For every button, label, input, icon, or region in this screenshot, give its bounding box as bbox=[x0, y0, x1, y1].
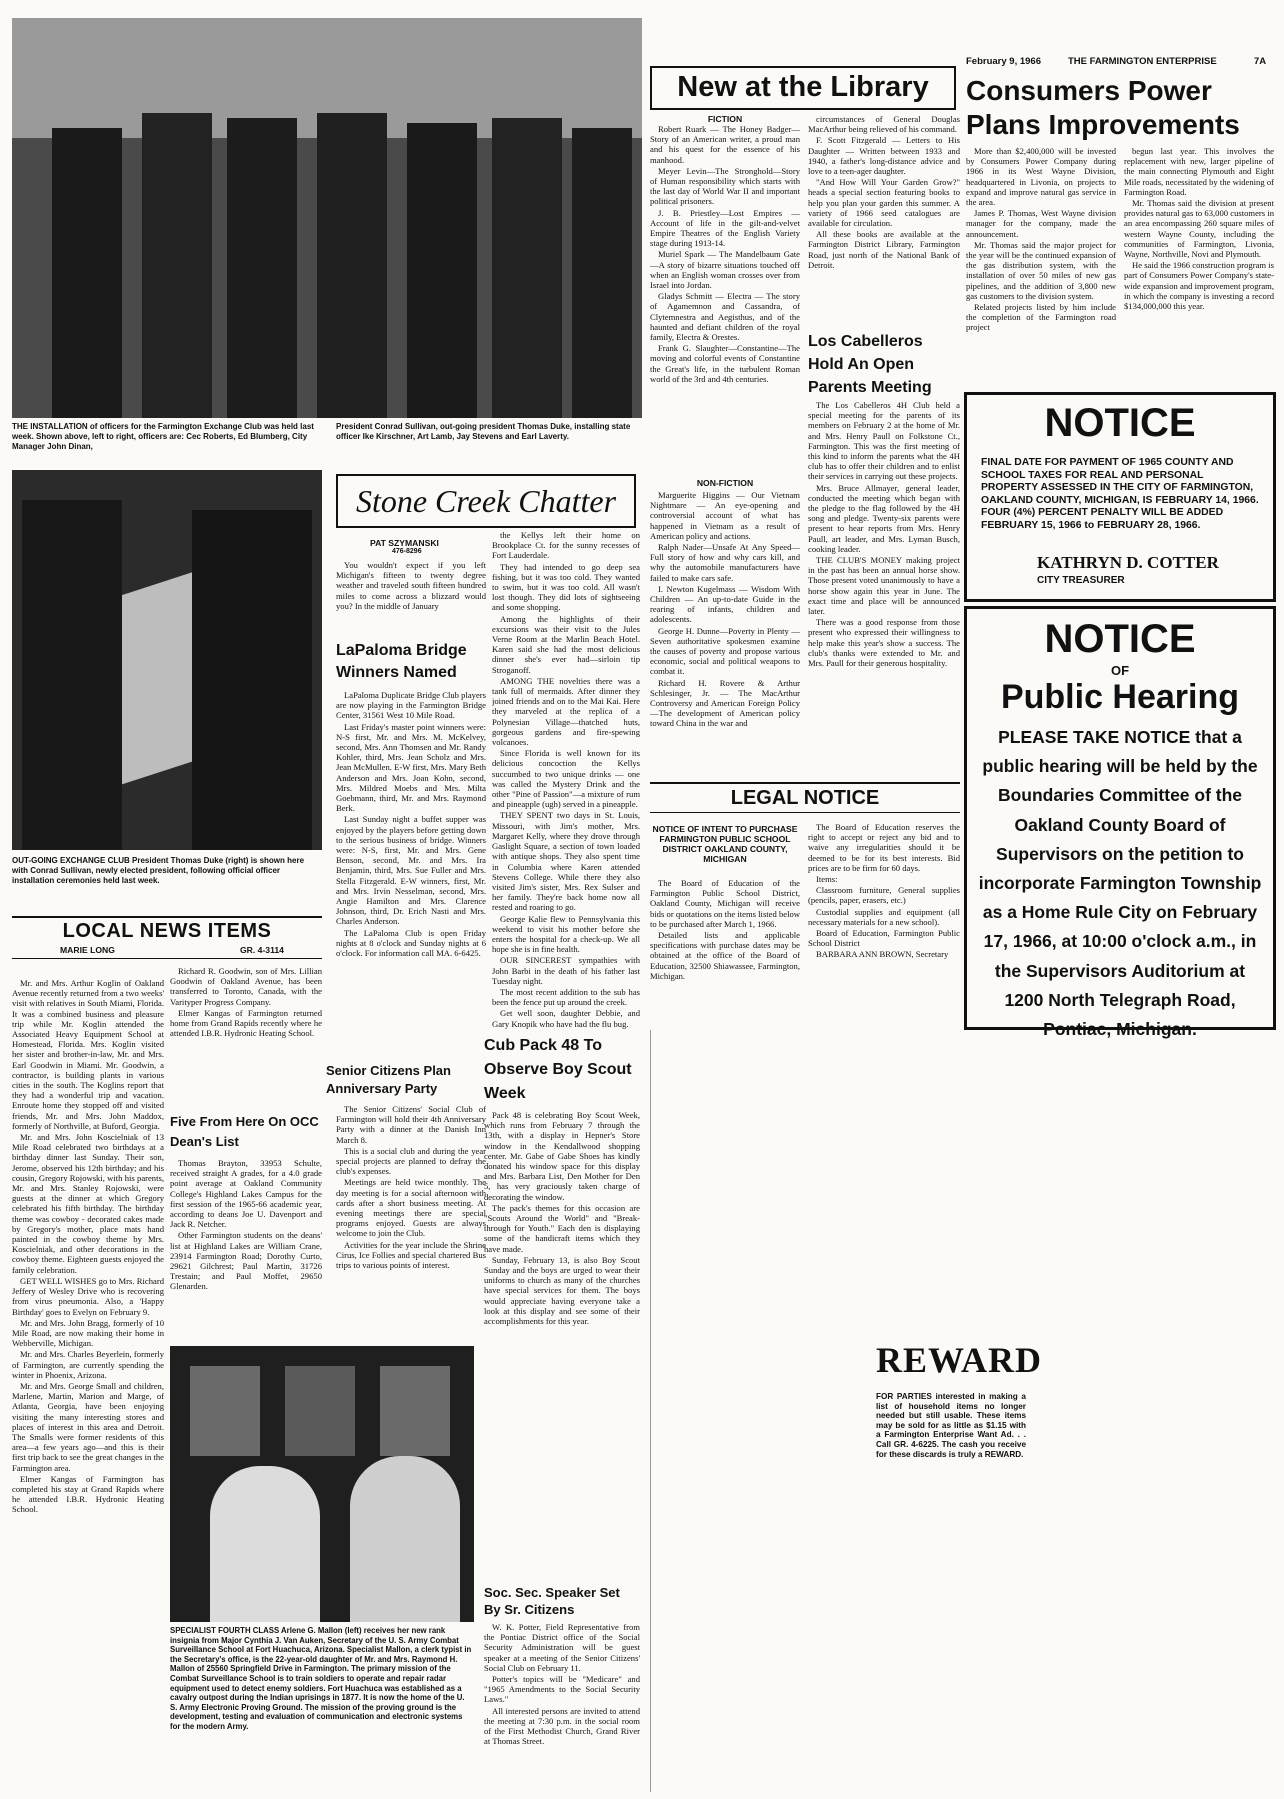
reward-body: FOR PARTIES interested in making a list of household items no longer needed but still usable. These items may be sold for as little as $1.15 with a Farmington Enterprise Want Ad. . . Call GR. 4-6225. The cash you receive for these discards is truly a REWARD. bbox=[876, 1392, 1026, 1459]
lapaloma-p1: LaPaloma Duplicate Bridge Club players are now playing in the Farmington Bridge Center, 31561 West 10 Mile Road. bbox=[336, 690, 486, 721]
local-news-title: LOCAL NEWS ITEMS bbox=[62, 920, 272, 942]
sc-p10: Get well soon, daughter Debbie, and Gary Knopik who have had the flu bug. bbox=[492, 1008, 640, 1029]
local-news-rule-top bbox=[12, 916, 322, 918]
stone-creek-byline: PAT SZYMANSKI bbox=[370, 538, 439, 548]
news-goodwin: Richard R. Goodwin, son of Mrs. Lillian Goodwin of Oakland Avenue, has been transferred to Toronto, Canada, with the Varityper Progress Company. bbox=[170, 966, 322, 1007]
consumers-col1 bbox=[966, 146, 1116, 384]
lib-garden: "And How Will Your Garden Grow?" heads a special section featuring books to help you plan your garden this summer. A variety of 1966 seed catalogues are available for circulation. bbox=[808, 177, 960, 229]
legal-title: LEGAL NOTICE bbox=[730, 787, 880, 809]
occ-others: Other Farmington students on the deans' list at Highland Lakes are William Crane, 23914 Farmington Road; Dorothy Curto, 29621 Gilchrest; Paul Martin, 31726 Trestain; and Paul Moffet, 29650 Glenarden. bbox=[170, 1230, 322, 1292]
library-nonfiction-label: NON-FICTION bbox=[696, 478, 754, 488]
exchange-club-caption-right: President Conrad Sullivan, out-going president Thomas Duke, installing state officer Ike Kirschner, Art Lamb, Jay Stevens and Earl Laverty. bbox=[336, 422, 631, 441]
local-news-col2 bbox=[170, 966, 322, 1106]
socsec-title: Soc. Sec. Speaker Set By Sr. Citizens bbox=[484, 1585, 620, 1617]
local-news-col1 bbox=[12, 978, 164, 1790]
senior-title: Senior Citizens Plan Anniversary Party bbox=[326, 1063, 451, 1096]
news-bragg: Mr. and Mrs. John Bragg, formerly of 10 Mile Road, are now making their home in Webberville, Michigan. bbox=[12, 1317, 164, 1349]
legal-col1 bbox=[650, 878, 800, 1008]
lapaloma-p2: Last Friday's master point winners were: N-S first, Mr. and Mrs. M. McKelvey, second, Mrs. Ann Thomsen and Mr. Randy Kohler, third, Mrs. Jean Scholz and Mrs. Jean McMullen. E-W first, Mrs. Mary Beth Anderson and Mrs. Joan Kohn, second, Mrs. Mildred Moebs and Mrs. Milta Goebmann, third, Mr. and Mrs. Raymond Berk. bbox=[336, 721, 486, 814]
occ-title: Five From Here On OCC Dean's List bbox=[170, 1114, 319, 1149]
library-col2 bbox=[808, 114, 960, 328]
socsec-body bbox=[484, 1622, 640, 1792]
cabelleros-body bbox=[808, 400, 960, 776]
tax-notice-signer: KATHRYN D. COTTER bbox=[1037, 553, 1219, 572]
lib-ruark: Robert Ruark — The Honey Badger—Story of an American writer, a proud man and his quest for the essence of his manhood. bbox=[650, 124, 800, 165]
duke-sullivan-photo bbox=[12, 470, 322, 850]
cons-p2: James P. Thomas, West Wayne division manager for the company, made the announcement. bbox=[966, 208, 1116, 239]
masthead-page: 7A bbox=[1254, 56, 1267, 67]
lib-macarthur: circumstances of General Douglas MacArthur being relieved of his command. bbox=[808, 114, 960, 135]
lib-rovere: Richard H. Rovere & Arthur Schlesinger, Jr. — The MacArthur Controversy and American Foreign Policy—The development of American policy toward China in the war and bbox=[650, 677, 800, 729]
masthead-paper: THE FARMINGTON ENTERPRISE bbox=[1068, 56, 1217, 67]
lib-nader: Ralph Nader—Unsafe At Any Speed—Full story of how and why cars kill, and why the automobile manufacturers have failed to make cars safe. bbox=[650, 542, 800, 583]
cab-p1: The Los Cabelleros 4H Club held a special meeting for the parents of its members on February 2 at the home of Mr. and Mrs. Henry Paull on Folkstone Ct., Farmington. This was the first meeting of this kind to inform the parents what the 4H club has to offer their children and to enlist their services in carrying out these projects. bbox=[808, 400, 960, 482]
lib-kugelmass: I. Newton Kugelmass — Wisdom With Children — An up-to-date Guide in the rearing of infants, children and adolescents. bbox=[650, 583, 800, 625]
legal-p2: Detailed lists and applicable specifications with purchase dates may be obtained at the office of the Board of Education, 32500 Shiawassee, Farmington, Michigan. bbox=[650, 930, 800, 981]
lapaloma-title: LaPaloma Bridge Winners Named bbox=[336, 642, 467, 681]
stone-creek-intro: You wouldn't expect if you left Michigan's fifteen to twenty degree weather and traveled south fifteen hundred miles to come across a blizzard would you? In the middle of January bbox=[336, 560, 486, 611]
exchange-club-caption-left: THE INSTALLATION of officers for the Farmington Exchange Club was held last week. Shown above, left to right, officers are: Cec Roberts, Ed Blumberg, City Manager John Dinan, bbox=[12, 422, 314, 451]
cons-p6: Mr. Thomas said the division at present provides natural gas to 63,000 customers in an area encompassing 260 square miles of western Wayne County, including the communities of Farmington, Livonia, Wayne, Northville, Novi and Plymouth. bbox=[1124, 198, 1274, 260]
news-kangas-2: Elmer Kangas of Farmington returned home from Grand Rapids recently where he attended I.B.R. Hydronic Heating School. bbox=[170, 1007, 322, 1039]
sc-p9: The most recent addition to the sub has been the fence put up around the creek. bbox=[492, 986, 640, 1008]
mallon-caption: SPECIALIST FOURTH CLASS Arlene G. Mallon (left) receives her new rank insignia from Major Cynthia J. Van Auken, Secretary of the U. S. Army Combat Surveillance School at Fort Huachuca, Arizona. Specialist Mallon, a clerk typist in the Secretary's office, is the 22-year-old daughter of Mr. and Mrs. Raymond H. Mallon of 25560 Springfield Drive in Farmington. The primary mission of the Combat Surveillance School is to train soldiers to operate and repair radar equipment used to detect enemy soldiers. Fort Huachuca was established as a cavalry outpost during the Indian uprisings in 1877. It is now the home of the U. S. Army Electronic Proving Ground. The mission of the proving ground is the development, testing and evaluation of communication and electronic systems for the modern Army. bbox=[170, 1626, 472, 1731]
sc-p7: George Kalie flew to Pennsylvania this weekend to visit his mother before she enters the hospital for a check-up. We all hope she is in fine health. bbox=[492, 913, 640, 955]
cons-p4: Related projects listed by him include the completion of the Farmington road project bbox=[966, 302, 1116, 333]
cons-p3: Mr. Thomas said the major project for the year will be the continued expansion of the gas distribution system, with the installation of over 50 miles of new gas pipelines, and the addition of 3,800 new gas customers to the division system. bbox=[966, 239, 1116, 301]
news-beyerlein: Mr. and Mrs. Charles Beyerlein, formerly of Farmington, are currently spending the winter in Phoenix, Arizona. bbox=[12, 1349, 164, 1380]
cons-p7: He said the 1966 construction program is part of Consumers Power Company's state-wide expansion and improvement program, in which the company is investing a record $134,000,000 this year. bbox=[1124, 260, 1274, 312]
sc-p5: Since Florida is well known for its delicious concoction the Kellys succumbed to two unique drinks — one was called the Mystery Drink and the other "Pine of Passion"—a mixture of rum and pineapple (ugh) served in a pineapple. bbox=[492, 748, 640, 810]
sc-p3: Among the highlights of their excursions was their visit to the Jules Verne Room at the Marlin Beach Hotel. Karen said she had the most delicious dinner she's ever had—sirloin tip Stroganoff. bbox=[492, 613, 640, 675]
socsec-p3: All interested persons are invited to attend the meeting at 7:30 p.m. in the social room of the First Methodist Church, Grand River at Thomas Street. bbox=[484, 1705, 640, 1747]
socsec-p2: Potter's topics will be "Medicare" and "1965 Amendments to the Social Security Laws." bbox=[484, 1674, 640, 1705]
senior-p3: Meetings are held twice monthly. The day meeting is for a social afternoon with cards after a short business meeting. At evening meetings there are special programs enjoyed. Guests are always welcome to join the Club. bbox=[336, 1177, 486, 1239]
cubpack-body bbox=[484, 1110, 640, 1580]
hearing-notice-box bbox=[964, 606, 1276, 1040]
legal-item1: Classroom furniture, General supplies (pencils, paper, erasers, etc.) bbox=[808, 885, 960, 906]
cabelleros-title: Los Cabelleros Hold An Open Parents Meeting bbox=[808, 333, 932, 396]
lib-dunne: George H. Dunne—Poverty in Plenty — Seven authoritative spokesmen examine the causes of poverty and propose various economic, social and political weapons to combat it. bbox=[650, 625, 800, 677]
lib-spark: Muriel Spark — The Mandelbaum Gate—A story of bizarre situations touched off when an English woman crosses over from Israel into Jordan. bbox=[650, 249, 800, 291]
stone-creek-title: Stone Creek Chatter bbox=[355, 483, 617, 519]
duke-sullivan-caption: OUT-GOING EXCHANGE CLUB President Thomas Duke (right) is shown here with Conrad Sullivan, newly elected president, following official officer installation ceremonies held last week. bbox=[12, 856, 305, 885]
legal-board: Board of Education, Farmington Public School District bbox=[808, 928, 960, 949]
library-banner bbox=[650, 66, 956, 110]
reward-title: REWARD bbox=[876, 1340, 1043, 1380]
hearing-notice-of: OF bbox=[1110, 663, 1130, 678]
tax-notice-box bbox=[964, 392, 1276, 602]
senior-p1: The Senior Citizens' Social Club of Farmington will hold their 4th Anniversary Party with a dinner at the Danish Inn March 8. bbox=[336, 1104, 486, 1145]
masthead-date: February 9, 1966 bbox=[966, 56, 1041, 67]
senior-p4: Activities for the year include the Shrine Cirus, Ice Follies and special chartered Bus trips to various points of interest. bbox=[336, 1239, 486, 1271]
lib-slaughter: Frank G. Slaughter—Constantine—The moving and colorful events of Constantine the Great's life, in the turbulent Roman world of the 3rd and 4th centuries. bbox=[650, 343, 800, 384]
tax-notice-body: FINAL DATE FOR PAYMENT OF 1965 COUNTY AND SCHOOL TAXES FOR REAL AND PERSONAL PROPERTY ASSESSED IN THE CITY OF FARMINGTON, OAKLAND COUNTY, MICHIGAN, IS FEBRUARY 14, 1966. FOUR (4%) PERCENT PENALTY WILL BE ADDED FEBRUARY 15, 1966 to FEBRUARY 28, 1966. bbox=[981, 457, 1259, 531]
consumers-col2 bbox=[1124, 146, 1274, 384]
sc-p1: the Kellys left their home on Brookplace Ct. for the sunny recesses of Fort Lauderdale. bbox=[492, 530, 640, 561]
cubpack-p1: Pack 48 is celebrating Boy Scout Week, which runs from February 7 through the 13th, with a display in Hepner's Store window in the Kendallwood shopping center. Mr. Gabe of Gabe Shoes has kindly donated his window space for this display and Mrs. Barbara List, Den Mother for Den 5, has very graciously taken charge of decorating the window. bbox=[484, 1110, 640, 1202]
stone-creek-phone: 476-8296 bbox=[392, 548, 422, 555]
cab-p2: Mrs. Bruce Allmayer, general leader, conducted the meeting which began with the pledge to the flag followed by the 4H song and pledge. Twenty-six parents were present to hear reports from Mrs. Henry Paull, art leader, and Mrs. Lyman Busch, cooking leader. bbox=[808, 482, 960, 554]
library-fiction-col bbox=[650, 124, 800, 468]
legal-secretary: BARBARA ANN BROWN, Secretary bbox=[816, 949, 949, 960]
legal-items: Items: bbox=[816, 874, 838, 885]
stone-creek-col2 bbox=[492, 530, 640, 1030]
lib-fitzgerald: F. Scott Fitzgerald — Letters to His Daughter — Written between 1933 and 1940, a father's long-distance advice and love to a teen-ager daughter. bbox=[808, 135, 960, 177]
legal-rule-top bbox=[650, 782, 960, 784]
mallon-photo bbox=[170, 1346, 474, 1622]
senior-p2: This is a social club and during the year special projects are planned to defray the club's expenses. bbox=[336, 1145, 486, 1177]
socsec-p1: W. K. Potter, Field Representative from the Pontiac District office of the Social Security Administration will be guest speaker at a meeting of the Senior Citizens' Social Club on February 11. bbox=[484, 1622, 640, 1673]
lib-schmitt: Gladys Schmitt — Electra — The story of Agamemnon and Cassandra, of Clytemnestra and Aegisthus, and of the haunted and defiant children of the royal family, Electra & Orestes. bbox=[650, 291, 800, 343]
tax-notice-title: NOTICE bbox=[1044, 401, 1196, 445]
cubpack-title: Cub Pack 48 To Observe Boy Scout Week bbox=[484, 1037, 632, 1102]
local-news-byline: MARIE LONG bbox=[60, 945, 115, 955]
exchange-club-group-photo bbox=[12, 18, 642, 418]
legal-col2 bbox=[808, 822, 960, 1012]
occ-brayton: Thomas Brayton, 33953 Schulte, received straight A grades, for a 4.0 grade point average at Oakland Community College's Highland Lakes Campus for the first session of the 1965-66 academic year, according to deans Joe U. Davenport and Jack R. Netcher. bbox=[170, 1158, 322, 1230]
legal-item2: Custodial supplies and equipment (all necessary materials for a new school). bbox=[808, 906, 960, 927]
legal-rule-bottom bbox=[650, 812, 960, 813]
cubpack-p3: Sunday, February 13, is also Boy Scout Sunday and the boys are urged to wear their uniforms to church as many of the churches have special services for them. The boys would appreciate having everyone take a look at this display and see some of their accomplishments for this year. bbox=[484, 1254, 640, 1327]
occ-body bbox=[170, 1158, 322, 1336]
hearing-notice-title: NOTICE bbox=[1044, 617, 1196, 661]
lapaloma-p3: Last Sunday night a buffet supper was enjoyed by the players before getting down to the serious business of bridge. Winners were: N-S, first, Mr. and Mrs. Gene Benson, second, Mr. and Mrs. Ira Benjamin, third, Mrs. Sue Fuller and Mrs. Stella Fitzgerald. E-W winners, first, Mr. and Mrs. Irvin Nesselman, second, Mrs. Angie Hamilton and Mrs. Clarence Johnson, third, Dr. Erich Nasti and Mrs. Charles Anderson. bbox=[336, 814, 486, 927]
legal-head: NOTICE OF INTENT TO PURCHASE FARMINGTON PUBLIC SCHOOL DISTRICT OAKLAND COUNTY, MICHIGAN bbox=[652, 824, 798, 864]
tax-notice-signer-title: CITY TREASURER bbox=[1037, 575, 1125, 586]
sc-p4: AMONG THE novelties there was a tank full of mermaids. After dinner they joined friends and on to the Mai Kai. Here they marveled at the replica of a Polynesian Village—thatched huts, gorgeous gardens and fire-spewing volcanoes. bbox=[492, 675, 640, 748]
local-news-phone: GR. 4-3114 bbox=[240, 945, 284, 955]
lib-higgins: Marguerite Higgins — Our Vietnam Nightmare — An eye-opening and controversial account of what has happened in Vietnam as a result of American policy and actions. bbox=[650, 490, 800, 541]
news-kangas: Elmer Kangas of Farmington has completed his stay at Grand Rapids where he attended I.B.R. Hydronic Heating School. bbox=[12, 1473, 164, 1515]
sc-p8: OUR SINCEREST sympathies with John Barbi in the death of his father last Tuesday night. bbox=[492, 955, 640, 986]
legal-p1: The Board of Education of the Farmington Public School District, Oakland County, Michigan will receive bids or quotations on the items listed below to be purchased after March 1, 1966. bbox=[650, 878, 800, 929]
news-koscielniak: Mr. and Mrs. John Koscielniak of 13 Mile Road celebrated two birthdays at a birthday dinner last Sunday. Their son, Jerome, observed his 12th birthday; and his cousin, Gregory Rojowski, with his parents, Mr. and Mrs. Stanley Rojowski, were guests at the dinner at which Gregory celebrated his fifth birthday. The birthday theme was cowboy - decorated cakes made by Gregory's mother, place mats hand painted in the cowboy theme by Mrs. Koscielniak, and other decorations in the cowboy theme. Eighteen guests enjoyed the family celebration. bbox=[12, 1132, 164, 1275]
senior-body bbox=[336, 1104, 486, 1342]
cab-p4: There was a good response from those present who expressed their willingness to help make this year's show a success. The club's thanks were extended to Mr. and Mrs. Paull for their generous hospitality. bbox=[808, 617, 960, 669]
cab-p3: THE CLUB'S MONEY making project in the past has been an annual horse show. Those present voted unanimously to have a horse show again this year in June. The exact time and place will be announced later. bbox=[808, 555, 960, 617]
library-nonfiction-col bbox=[650, 490, 800, 772]
consumers-title: Consumers Power Plans Improvements bbox=[966, 75, 1240, 140]
hearing-notice-subtitle: Public Hearing bbox=[1000, 678, 1240, 716]
cubpack-p2: The pack's themes for this occasion are "Scouts Around the World" and "Break-through for Youth." Each den is displaying some of the handicraft items which they have made. bbox=[484, 1202, 640, 1254]
legal-reserve: The Board of Education reserves the right to accept or reject any bid and to waive any irregularities should it be deemed to be for its best interests. Bid prices are to be firm for 60 days. bbox=[808, 822, 960, 873]
cons-p1: More than $2,400,000 will be invested by Consumers Power Company during 1966 in its West Wayne Division, headquartered in Livonia, on projects to expand and improve natural gas service in the area. bbox=[966, 146, 1116, 208]
lapaloma-body bbox=[336, 690, 486, 1060]
local-news-rule-bottom bbox=[12, 958, 322, 959]
news-koglin: Mr. and Mrs. Arthur Koglin of Oakland Avenue recently returned from a two weeks' visit with relatives in South Miami, Florida. It was a combined business and pleasure trip while Mr. Koglin attended the Associated Heavy Equipment School at Homestead, Florida. Mrs. Koglin visited her sister and brother-in-law, Mr. and Mrs. Earl Goodwin in Miami. Mr. Goodwin, a contractor, is building plants in various cities in the south. The Koglins report that they had a wonderful trip and vacation. Enroute home they stopped off and visited friends, Mr. and Mrs. John Maddox, formerly of Northville, at Buford, Georgia. bbox=[12, 978, 164, 1131]
stone-creek-banner bbox=[336, 474, 636, 528]
cons-p5: begun last year. This involves the replacement with new, larger pipeline of the main connecting Plymouth and Eight Mile roads, necessitated by the widening of Farmington Road. bbox=[1124, 146, 1274, 197]
lib-available: All these books are available at the Farmington District Library, Farmington Road, just north of the National Bank of Detroit. bbox=[808, 229, 960, 270]
reward-ad-border-left bbox=[650, 1030, 651, 1792]
lapaloma-p4: The LaPaloma Club is open Friday nights at 8 o'clock and Sunday nights at 6 o'clock. For information call MA. 6-6425. bbox=[336, 927, 486, 959]
lib-levin: Meyer Levin—The Stronghold—Story of Human responsibility which starts with the last day of World War II and important political prisoners. bbox=[650, 165, 800, 207]
sc-p2: They had intended to go deep sea fishing, but it was too cold. They wanted to swim, but it was too cold. All wasn't lost though. They did lots of sightseeing and some shopping. bbox=[492, 561, 640, 613]
sc-p6: THEY SPENT two days in St. Louis, Missouri, with Jim's mother, Mrs. Margaret Kelly, where they drove through Gaslight Square, a section of town loaded with antique shops. They also spent time in Columbia where Karen attended Stevens College. While there they also visited Jim's sister, Mrs. Rex Sulser and her family. They're back home now all rested and roaring to go. bbox=[492, 810, 640, 913]
library-title: New at the Library bbox=[677, 71, 929, 103]
lib-priestley: J. B. Priestley—Lost Empires — Account of life in the gilt-and-velvet Empire Theatres of the English Variety stage during 1913-14. bbox=[650, 207, 800, 249]
library-fiction-label: FICTION bbox=[707, 114, 743, 124]
hearing-notice-body: PLEASE TAKE NOTICE that a public hearing will be held by the Boundaries Committee of the Oakland County Board of Supervisors on the petition to incorporate Farmington Township as a Home Rule City on February 17, 1966, at 10:00 o'clock a.m., in the Supervisors Auditorium at 1200 North Telegraph Road, Pontiac, Michigan. bbox=[978, 727, 1262, 1040]
news-get-well: GET WELL WISHES go to Mrs. Richard Jeffery of Wesley Drive who is recovering from virus pneumonia. Also, a 'Happy Birthday' goes to Evelyn on February 9. bbox=[12, 1275, 164, 1317]
news-small: Mr. and Mrs. George Small and children, Marlene, Martin, Marion and Marge, of Atlanta, Georgia, have been enjoying visiting the many interesting stores and places of interest in this area and Detroit. The Smalls were former residents of this area—a few years ago—and this is their first trip back to see the great changes in the Farmington area. bbox=[12, 1380, 164, 1473]
